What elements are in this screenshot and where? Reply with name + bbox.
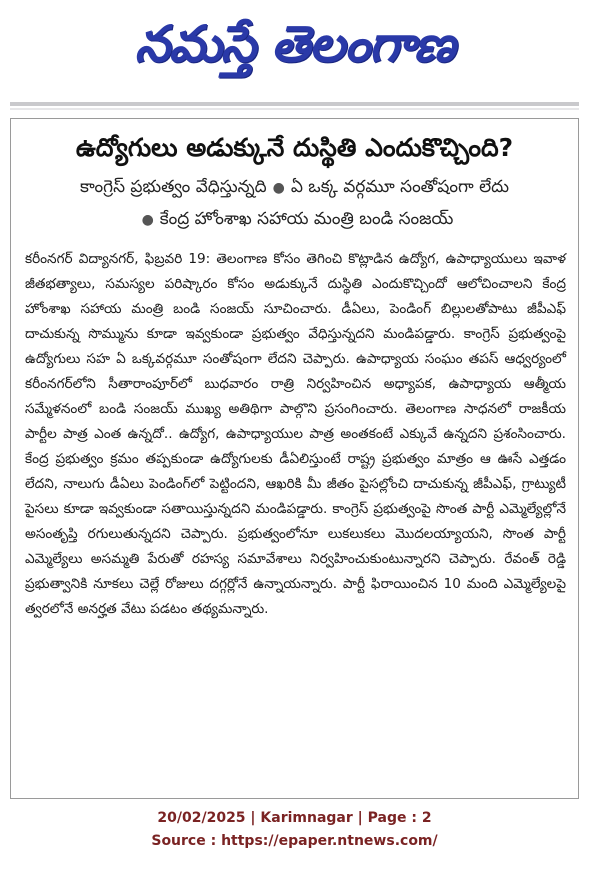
article-clipping bbox=[10, 118, 579, 799]
footer-source: Source : https://epaper.ntnews.com/ bbox=[151, 833, 438, 849]
masthead-divider-shadow bbox=[10, 108, 579, 110]
article-headline: ఉద్యోగులు అడుక్కునే దుస్థితి ఎందుకొచ్చింది? bbox=[75, 133, 514, 162]
footer-date-edition: 20/02/2025 | Karimnagar | Page : 2 bbox=[157, 810, 432, 826]
masthead-divider bbox=[10, 102, 579, 106]
subhead-text: కాంగ్రెస్ ప్రభుత్వం వేధిస్తున్నది bbox=[79, 177, 267, 197]
newspaper-logo: నమస్తే తెలంగాణ bbox=[134, 14, 455, 73]
bullet-icon: ● bbox=[272, 180, 285, 196]
article-subhead-line-2 bbox=[11, 209, 578, 233]
subhead-text: కేంద్ర హోంశాఖ సహాయ మంత్రి బండి సంజయ్ bbox=[159, 209, 454, 229]
masthead bbox=[0, 0, 589, 100]
bullet-icon: ● bbox=[141, 212, 154, 228]
subhead-text: ఏ ఒక్క వర్గమూ సంతోషంగా లేదు bbox=[290, 177, 510, 197]
article-subhead-line-1 bbox=[11, 177, 578, 201]
article-body: కరీంనగర్ విద్యానగర్, ఫిబ్రవరి 19: తెలంగాణ కోసం తెగించి కొట్లాడిన ఉద్యోగ, ఉపాధ్యాయులు ఇవాళ జీతభత్యాలు, సమస్యల పరిష్కారం కోసం అడుక్కునే దుస్థితి ఎందుకొచ్చిందో ఆలోచించాలని కేంద్ర హోంశాఖ సహాయ మంత్రి బండి సంజయ్ సూచించారు. డీఏలు, పెండింగ్ బిల్లులతోపాటు జీపీఎఫ్ దాచుకున్న సొమ్మును కూడా ఇవ్వకుండా ప్రభుత్వం వేధిస్తున్నదని మండిపడ్డారు. కాంగ్రెస్ ప్రభుత్వంపై ఉద్యోగులు సహ ఏ ఒక్కవర్గమూ సంతోషంగా లేదని చెప్పారు. ఉపాధ్యాయ సంఘం తపస్ ఆధ్వర్యంలో కరీంనగర్‌లోని సీతారాంపూర్‌లో బుధవారం రాత్రి నిర్వహించిన అధ్యాపక, ఉపాధ్యాయ ఆత్మీయ సమ్మేళనంలో బండి సంజయ్ ముఖ్య అతిథిగా పాల్గొని ప్రసంగించారు. తెలంగాణ సాధనలో రాజకీయ పార్టీల పాత్ర ఎంత ఉన్నదో.. ఉద్యోగ, ఉపాధ్యాయుల పాత్ర అంతకంటే ఎక్కువే ఉన్నదని ప్రశంసించారు. కేంద్ర ప్రభుత్వం క్రమం తప్పకుండా ఉద్యోగులకు డీఏలిస్తుంటే రాష్ట్ర ప్రభుత్వం మాత్రం ఆ ఊసే ఎత్తడం లేదని, నాలుగు డీఏలు పెండింగ్‌లో పెట్టిందని, ఆఖరికి మీ జీతం పైసల్లోంచి దాచుకున్న జీపీఎఫ్, గ్రాట్యుటీ పైసలు కూడా ఇవ్వకుండా సతాయిస్తున్నదని మండిపడ్డారు. కాంగ్రెస్ ప్రభుత్వంపై సొంత పార్టీ ఎమ్మెల్యేల్లోనే అసంతృప్తి రగులుతున్నదని చెప్పారు. ప్రభుత్వంలోనూ లుకలుకలు మొదలయ్యాయని, సొంత పార్టీ ఎమ్మెల్యేలు అసమ్మతి పేరుతో రహస్య సమావేశాలు నిర్వహించుకుంటున్నారని చెప్పారు. రేవంత్ రెడ్డి ప్రభుత్వానికి నూకలు చెల్లే రోజులు దగ్గర్లోనే ఉన్నాయన్నారు. పార్టీ ఫిరాయించిన 10 మంది ఎమ్మెల్యేలపై త్వరలోనే అనర్హత వేటు పడటం తథ్యమన్నారు. bbox=[25, 251, 566, 617]
